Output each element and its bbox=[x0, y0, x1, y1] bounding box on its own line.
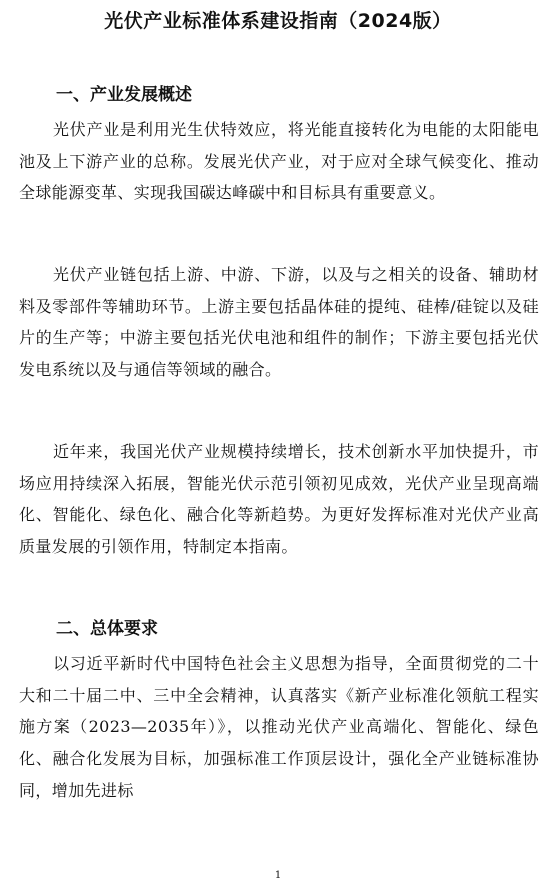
paragraph: 光伏产业是利用光生伏特效应，将光能直接转化为电能的太阳能电池及上下游产业的总称。发展光伏产业，对于应对全球气候变化、推动全球能源变革、实现我国碳达峰碳中和目标具有重要意义。 bbox=[19, 120, 539, 203]
paragraph: 近年来，我国光伏产业规模持续增长，技术创新水平加快提升，市场应用持续深入拓展，智能光伏示范引领初见成效，光伏产业呈现高端化、智能化、绿色化、融合化等新趋势。为更好发挥标准对光伏产业高质量发展的引领作用，特制定本指南。 bbox=[19, 442, 539, 557]
section-heading-overview: 一、产业发展概述 bbox=[56, 85, 192, 105]
paragraph: 光伏产业链包括上游、中游、下游，以及与之相关的设备、辅助材料及零部件等辅助环节。上游主要包括晶体硅的提纯、硅棒/硅锭以及硅片的生产等；中游主要包括光伏电池和组件的制作；下游主要包括光伏发电系统以及与通信等领域的融合。 bbox=[19, 265, 539, 380]
section-heading-general-requirements: 二、总体要求 bbox=[56, 619, 158, 639]
document-title: 光伏产业标准体系建设指南（2024版） bbox=[104, 10, 452, 32]
paragraph: 以习近平新时代中国特色社会主义思想为指导，全面贯彻党的二十大和二十届二中、三中全会精神，认真落实《新产业标准化领航工程实施方案（2023—2035年）》，以推动光伏产业高端化、智能化、绿色化、融合化发展为目标，加强标准工作顶层设计，强化全产业链标准协同，增加先进标 bbox=[19, 654, 539, 800]
page-number: 1 bbox=[274, 870, 282, 881]
